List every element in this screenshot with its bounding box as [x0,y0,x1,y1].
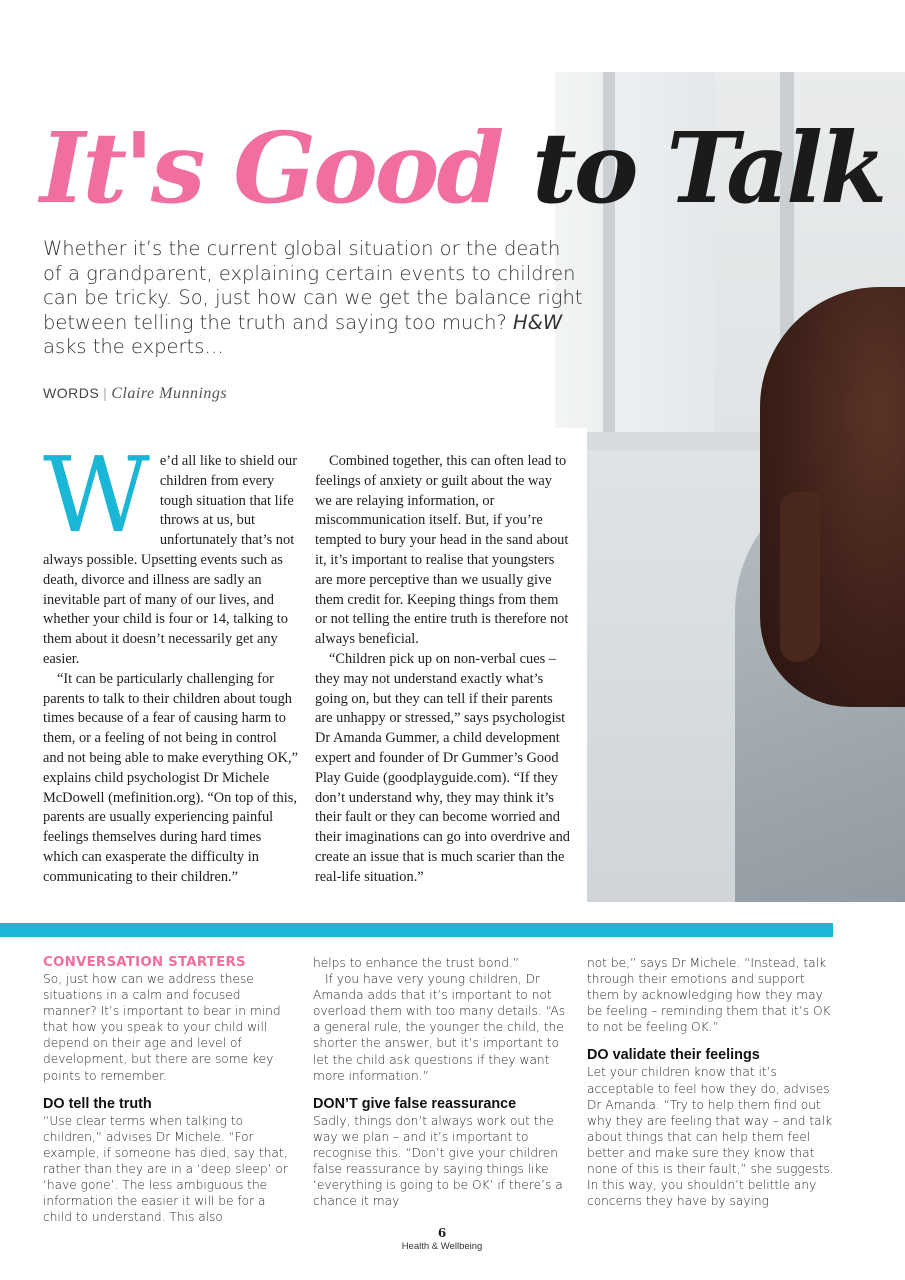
byline [43,385,227,403]
title-part-dark: to Talk [532,111,885,225]
section-paragraph: not be,” says Dr Michele. “Instead, talk through their emotions and support them by acknowledging how they may be feeling – reminding them that it’s OK to not be feeling OK.” [587,956,831,1035]
article-column-2 [315,452,570,888]
page-number: 6 [437,1226,447,1240]
standfirst-tail: asks the experts… [43,335,224,358]
section-paragraph: Let your children know that it’s acceptable to feel how they do, advises Dr Amanda. “Try to help them find out why they are feeling that way – and talk about things that can help them feel better and make sure they know that none of this is their fault,” she suggests. In this way, you shouldn’t belittle any concerns they have by saying [587,1065,834,1209]
page-footer [0,1226,884,1252]
section-paragraph: helps to enhance the trust bond.” [313,956,520,970]
article-title [40,108,885,228]
section-paragraph: “Use clear terms when talking to children,” advises Dr Michele. “For example, if someone has died, say that, rather than they are in a ‘deep sleep’ or ‘have gone’. The less ambiguous the information the easier it will be for a child to understand. This also [43,1113,288,1225]
section-kicker: CONVERSATION STARTERS [43,955,246,970]
section-intro: So, just how can we address these situations in a calm and focused manner? It’s important to bear in mind that how you speak to your child will depend on their age and level of development, but there are some key points to remember. [43,972,281,1083]
drop-cap: W [43,434,150,556]
publication-name: Health & Wellbeing [401,1241,483,1252]
subheading: DO tell the truth [43,1095,152,1112]
article-paragraph: e’d all like to shield our children from every tough situation that life throws at us, but unfortunately that’s not always possible. Upsetting events such as death, divorce and illness are sadly an inevitable part of many of our lives, and whether your child is four or 14, talking to them about it doesn’t necessarily get any easier. [43,453,297,667]
lower-column-3 [587,955,837,1209]
section-paragraph: Sadly, things don’t always work out the way we plan – and it’s important to recognise this. “Don’t give your children false reassurance by saying things like ‘everything is going to be OK’ if there’s a chance it may [313,1113,563,1209]
subheading: DO validate their feelings [587,1047,760,1064]
byline-author: Claire Munnings [111,385,228,402]
standfirst [43,237,583,360]
person-hair-strand [780,492,820,662]
lower-column-2 [313,955,569,1209]
magazine-initials: H&W [513,310,563,334]
byline-separator: | [103,385,108,401]
lower-column-1 [43,955,291,1225]
section-divider [0,923,833,937]
section-paragraph: If you have very young children, Dr Amanda adds that it’s important to not overload them with too many details. “As a general rule, the younger the child, the shorter the answer, but it’s important to let the child ask questions if they want more information.” [313,972,566,1083]
title-part-pink: It's Good [40,111,502,225]
article-paragraph: Combined together, this can often lead to feelings of anxiety or guilt about the way we are relaying information, or miscommunication itself. But, if you’re tempted to bury your head in the sand about it, it’s important to realise that youngsters are more perceptive than we usually give them credit for. Keeping things from them or not telling the entire truth is therefore not always beneficial. [315,453,569,648]
article-paragraph: “Children pick up on non-verbal cues – they may not understand exactly what’s going on, but they can tell if their parents are unhappy or stressed,” says psychologist Dr Amanda Gummer, a child development expert and founder of Dr Gummer’s Good Play Guide (goodplayguide.com). “If they don’t understand why, they may think it’s their fault or they can become worried and their imaginations can go into overdrive and create an issue that is much scarier than the real-life situation.” [315,650,570,885]
article-column-1 [43,434,299,888]
subheading: DON’T give false reassurance [313,1095,517,1112]
article-paragraph: “It can be particularly challenging for parents to talk to their children about tough times because of a fear of causing harm to them, or a feeling of not being in control and not being able to make everything OK,” explains child psychologist Dr Michele McDowell (mefinition.org). “On top of this, parents are usually experiencing painful feelings themselves during hard times which can exasperate the difficulty in communicating to their children.” [43,670,298,885]
standfirst-text: Whether it’s the current global situation or the death of a grandparent, explaining certain events to children can be tricky. So, just how can we get the balance right between telling the truth and saying too much? [43,237,583,334]
byline-label: WORDS [43,385,100,401]
